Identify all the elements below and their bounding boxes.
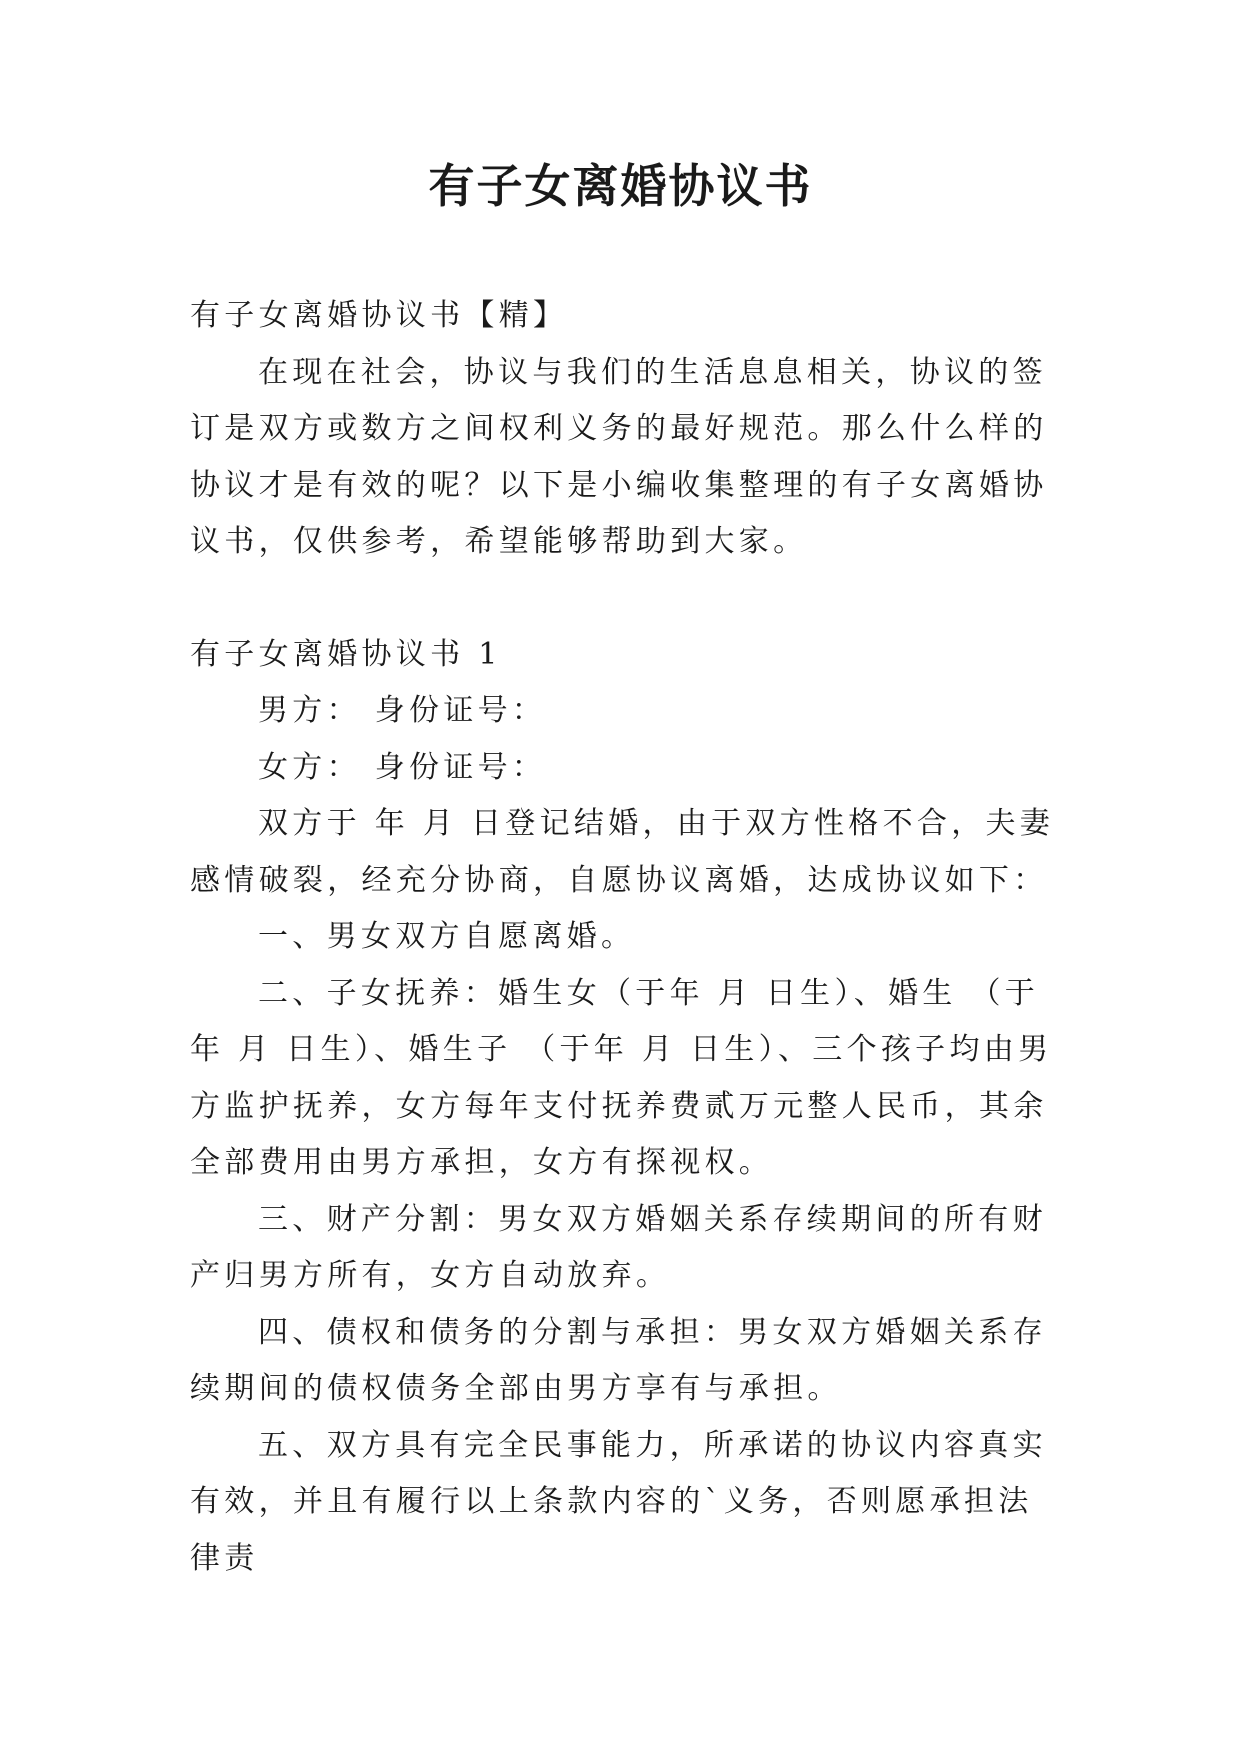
section-heading: 有子女离婚协议书 1	[190, 636, 502, 672]
female-party-line: 女方： 身份证号：	[258, 749, 547, 785]
clause-1: 一、男女双方自愿离婚。	[258, 919, 636, 954]
preamble-paragraph: 双方于 年 月 日登记结婚，由于双方性格不合，夫妻感情破裂，经充分协商，自愿协议离婚，达成协议如下：	[190, 806, 1055, 898]
clause-3: 三、财产分割：男女双方婚姻关系存续期间的所有财产归男方所有，女方自动放弃。	[190, 1201, 1047, 1293]
intro-paragraph: 在现在社会，协议与我们的生活息息相关，协议的签订是双方或数方之间权利义务的最好规范。那么什么样的协议才是有效的呢？以下是小编收集整理的有子女离婚协议书，仅供参考，希望能够帮助到大家。	[190, 354, 1048, 559]
paragraph-spacer	[190, 571, 1060, 627]
document-subtitle: 有子女离婚协议书【精】	[190, 298, 568, 333]
clause-2: 二、子女抚养：婚生女（于年 月 日生）、婚生 （于年 月 日生）、婚生子 （于年 月 日生）、三个孩子均由男方监护抚养，女方每年支付抚养费贰万元整人民币，其余全部费用由男方承担，女方有探视权。	[190, 975, 1053, 1180]
male-party-line: 男方： 身份证号：	[258, 693, 547, 728]
clause-5: 五、双方具有完全民事能力，所承诺的协议内容真实有效，并且有履行以上条款内容的`义务，否则愿承担法律责	[190, 1427, 1047, 1576]
clause-4: 四、债权和债务的分割与承担：男女双方婚姻关系存续期间的债权债务全部由男方享有与承担。	[190, 1314, 1047, 1406]
document-title: 有子女离婚协议书	[428, 159, 813, 213]
document-body	[190, 288, 1060, 1587]
